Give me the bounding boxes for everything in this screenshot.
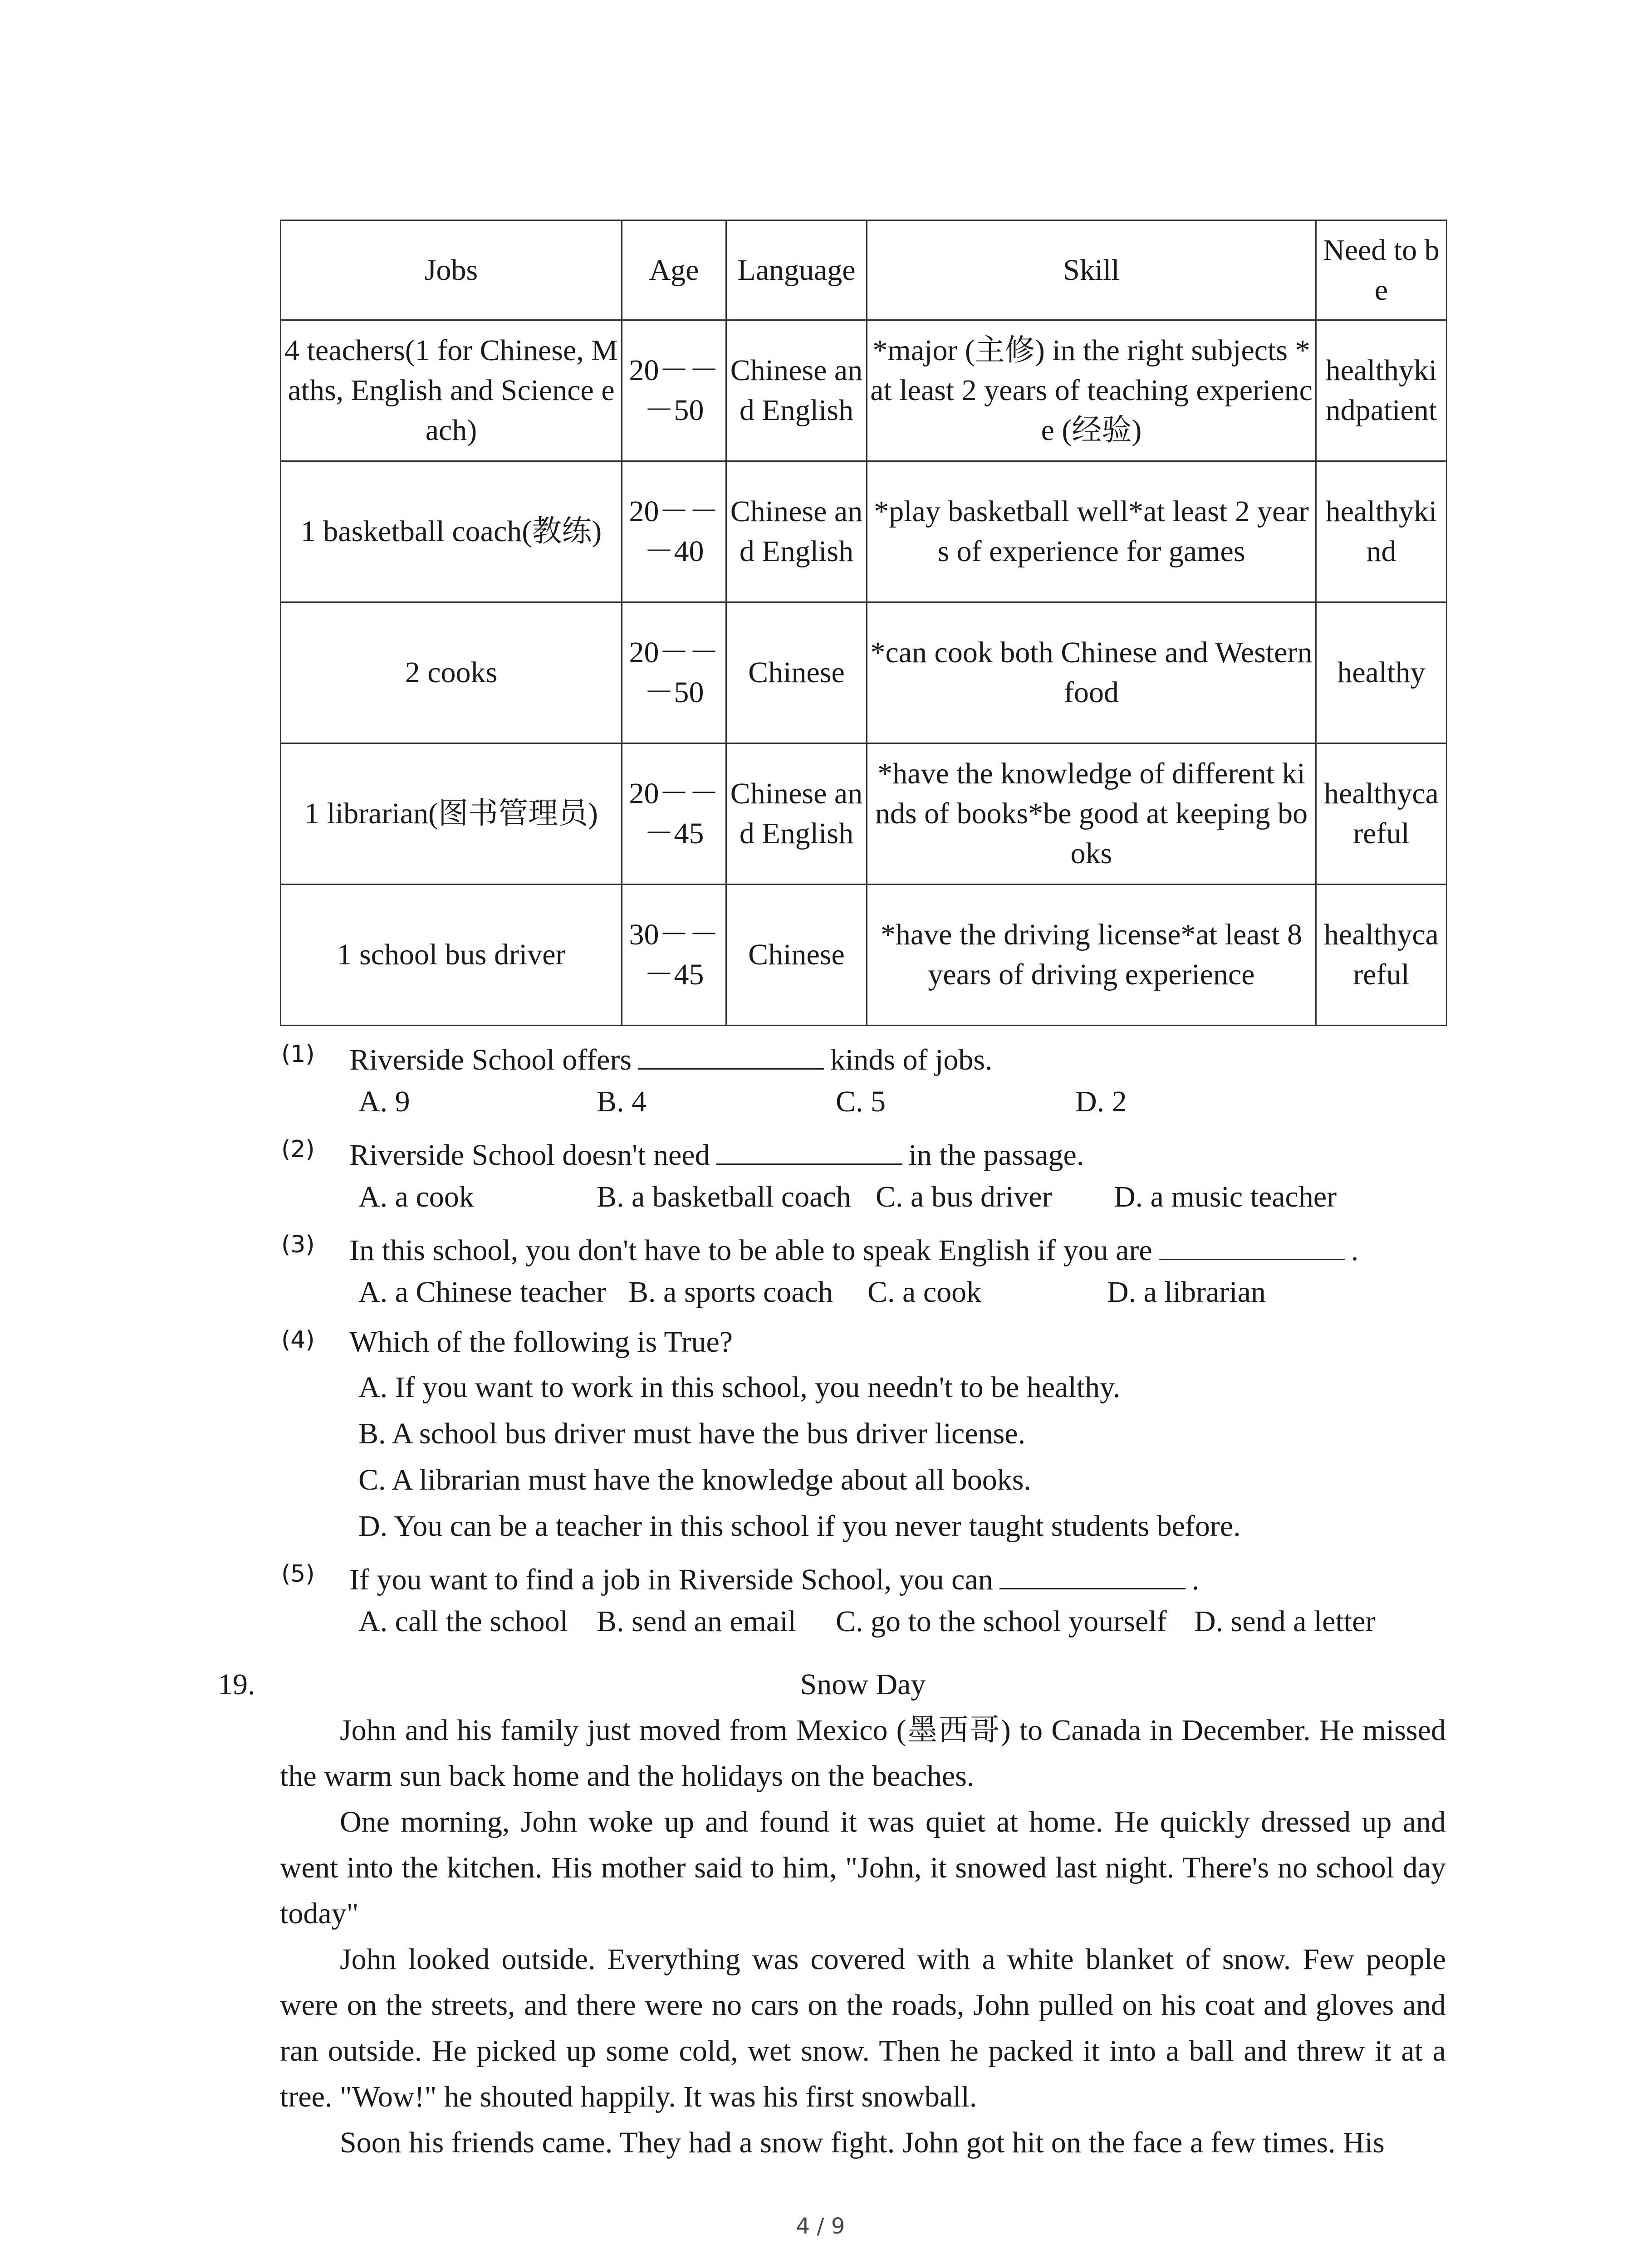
table-row <box>281 885 1447 1026</box>
option-c: C. a bus driver <box>876 1180 1052 1213</box>
passage-body <box>280 1707 1446 2165</box>
question-text: Riverside School offers <box>349 1043 632 1076</box>
cell-need: healthy <box>1316 602 1447 743</box>
table-row <box>281 602 1447 743</box>
option-b: B. 4 <box>597 1085 647 1118</box>
question-stem <box>349 1227 1358 1271</box>
cell-skill: *major (主修) in the right subjects *at least 2 years of teaching experience (经验) <box>867 320 1316 461</box>
table-row <box>281 320 1447 461</box>
jobs-table <box>280 220 1447 1026</box>
option-a: A. a cook <box>358 1180 474 1213</box>
option-b: B. A school bus driver must have the bus driver license. <box>358 1417 1026 1450</box>
cell-job: 1 school bus driver <box>281 885 622 1026</box>
cell-need: healthykindpatient <box>1316 320 1447 461</box>
cell-age: 20－－－50 <box>622 602 726 743</box>
question-stem <box>349 1322 733 1362</box>
answer-blank <box>999 1556 1185 1589</box>
option-d: D. 2 <box>1075 1085 1127 1118</box>
option-d: D. You can be a teacher in this school if you never taught students before. <box>358 1510 1241 1543</box>
option-c: C. A librarian must have the knowledge about all books. <box>358 1463 1031 1496</box>
passage-paragraph: John looked outside. Everything was covered with a white blanket of snow. Few people were on the streets, and there were no cars on the roads, John pulled on his coat and gloves and ran outside. He picked up some cold, wet snow. Then he packed it into a ball and threw it at a tree. "Wow!" he shouted happily. It was his first snowball. <box>280 1943 1446 2113</box>
question-text: If you want to find a job in Riverside School, you can <box>349 1563 993 1596</box>
cell-skill: *can cook both Chinese and Western food <box>867 602 1316 743</box>
option-a: A. If you want to work in this school, you needn't to be healthy. <box>358 1371 1121 1404</box>
question-number: (3) <box>281 1231 315 1258</box>
option-c: C. a cook <box>867 1276 982 1309</box>
cell-language: Chinese <box>726 602 867 743</box>
cell-language: Chinese and English <box>726 743 867 885</box>
option-c: C. 5 <box>836 1085 886 1118</box>
question-number: (1) <box>281 1041 315 1068</box>
option-a: A. 9 <box>358 1085 410 1118</box>
table-header-row <box>281 220 1447 320</box>
table-row <box>281 743 1447 885</box>
option-a: A. a Chinese teacher <box>358 1276 607 1309</box>
cell-skill: *have the driving license*at least 8 years of driving experience <box>867 885 1316 1026</box>
question-text: In this school, you don't have to be able to speak English if you are <box>349 1234 1152 1267</box>
question-stem <box>349 1132 1084 1175</box>
question-stem <box>349 1556 1199 1600</box>
question-stem <box>349 1036 993 1080</box>
cell-job: 1 librarian(图书管理员) <box>281 743 622 885</box>
header-skill: Skill <box>867 220 1316 320</box>
table-row <box>281 461 1447 602</box>
cell-age: 20－－－50 <box>622 320 726 461</box>
cell-language: Chinese <box>726 885 867 1026</box>
question-text-end: . <box>1191 1563 1200 1596</box>
answer-blank <box>716 1132 902 1165</box>
question-19-number: 19. <box>218 1668 255 1701</box>
passage-title: Snow Day <box>800 1668 926 1701</box>
cell-age: 20－－－45 <box>622 743 726 885</box>
option-b: B. send an email <box>597 1605 796 1638</box>
option-b: B. a basketball coach <box>597 1180 851 1213</box>
option-c: C. go to the school yourself <box>836 1605 1167 1638</box>
option-d: D. a music teacher <box>1114 1180 1337 1213</box>
answer-blank <box>638 1036 824 1070</box>
cell-age: 30－－－45 <box>622 885 726 1026</box>
cell-language: Chinese and English <box>726 461 867 602</box>
cell-job: 2 cooks <box>281 602 622 743</box>
option-a: A. call the school <box>358 1605 568 1638</box>
question-text: Riverside School doesn't need <box>349 1139 710 1172</box>
header-language: Language <box>726 220 867 320</box>
cell-need: healthykind <box>1316 461 1447 602</box>
question-text-end: in the passage. <box>908 1139 1084 1172</box>
option-d: D. send a letter <box>1194 1605 1376 1638</box>
cell-language: Chinese and English <box>726 320 867 461</box>
cell-job: 4 teachers(1 for Chinese, Maths, English and Science each) <box>281 320 622 461</box>
question-number: (4) <box>281 1326 315 1354</box>
header-age: Age <box>622 220 726 320</box>
option-b: B. a sports coach <box>628 1276 833 1309</box>
passage-paragraph: One morning, John woke up and found it was quiet at home. He quickly dressed up and went into the kitchen. His mother said to him, "John, it snowed last night. There's no school day today" <box>280 1805 1446 1930</box>
answer-blank <box>1159 1227 1345 1260</box>
question-number: (2) <box>281 1136 315 1163</box>
cell-job: 1 basketball coach(教练) <box>281 461 622 602</box>
header-need: Need to be <box>1316 220 1447 320</box>
page-number: 4 / 9 <box>796 2214 845 2239</box>
question-text-end: . <box>1351 1234 1359 1267</box>
cell-age: 20－－－40 <box>622 461 726 602</box>
question-text: Which of the following is True? <box>349 1325 733 1359</box>
cell-skill: *play basketball well*at least 2 years of experience for games <box>867 461 1316 602</box>
option-d: D. a librarian <box>1107 1276 1266 1309</box>
header-jobs: Jobs <box>281 220 622 320</box>
question-number: (5) <box>281 1560 315 1588</box>
cell-need: healthycareful <box>1316 743 1447 885</box>
passage-paragraph: Soon his friends came. They had a snow fight. John got hit on the face a few times. His <box>340 2126 1385 2159</box>
question-text-end: kinds of jobs. <box>830 1043 993 1076</box>
cell-need: healthycareful <box>1316 885 1447 1026</box>
cell-skill: *have the knowledge of different kinds of books*be good at keeping books <box>867 743 1316 885</box>
passage-paragraph: John and his family just moved from Mexico (墨西哥) to Canada in December. He missed the warm sun back home and the holidays on the beaches. <box>280 1714 1446 1793</box>
